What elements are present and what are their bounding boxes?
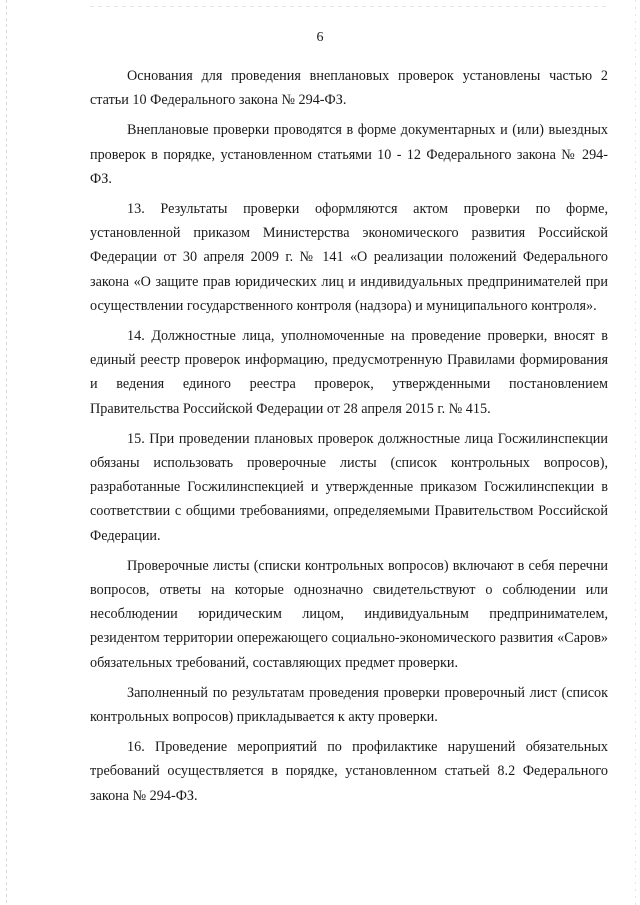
paragraph-checklist-contents: Проверочные листы (списки контрольных вопросов) включают в себя перечни вопросов, ответы на которые однозначно свидетельствуют о соблюдении или несоблюдении юридическим лицом, индивидуальным предпринимателем, резидентом территории опережающего социально-экономического развития «Саров» обязательных требований, составляющих предмет проверки. bbox=[90, 557, 608, 671]
paragraph-unplanned-form: Внеплановые проверки проводятся в форме документарных и (или) выездных проверок в порядке, установленном статьями 10 - 12 Федерального закона № 294-ФЗ. bbox=[90, 122, 608, 187]
paragraph-filled-checklist: Заполненный по результатам проведения проверки проверочный лист (список контрольных вопросов) прикладывается к акту проверки. bbox=[90, 684, 608, 726]
paragraph-16-prevention: 16. Проведение мероприятий по профилактике нарушений обязательных требований осуществляется в порядке, установленном статьей 8.2 Федерального закона № 294-ФЗ. bbox=[90, 739, 608, 804]
scan-edge-right bbox=[635, 0, 636, 905]
document-body bbox=[90, 64, 608, 814]
paragraph-13-inspection-act: 13. Результаты проверки оформляются актом проверки по форме, установленной приказом Министерства экономического развития Российской Федерации от 30 апреля 2009 г. № 141 «О реализации положений Федерального закона «О защите прав юридических лиц и индивидуальных предпринимателей при осуществлении государственного контроля (надзора) и муниципального контроля». bbox=[90, 201, 608, 314]
paragraph-unplanned-grounds: Основания для проведения внеплановых проверок установлены частью 2 статьи 10 Федерального закона № 294-ФЗ. bbox=[90, 68, 608, 109]
paragraph-14-unified-register: 14. Должностные лица, уполномоченные на проведение проверки, вносят в единый реестр проверок информацию, предусмотренную Правилами формирования и ведения единого реестра проверок, утвержденными постановлением Правительства Российской Федерации от 28 апреля 2015 г. № 415. bbox=[90, 328, 608, 417]
scan-edge-left bbox=[6, 0, 7, 905]
page-number: 6 bbox=[316, 30, 324, 45]
paragraph-15-checklists: 15. При проведении плановых проверок должностные лица Госжилинспекции обязаны использовать проверочные листы (список контрольных вопросов), разработанные Госжилинспекцией и утвержденные приказом Госжилинспекции в соответствии с общими требованиями, определяемыми Правительством Российской Федерации. bbox=[90, 430, 608, 544]
scan-edge-top bbox=[90, 6, 610, 7]
